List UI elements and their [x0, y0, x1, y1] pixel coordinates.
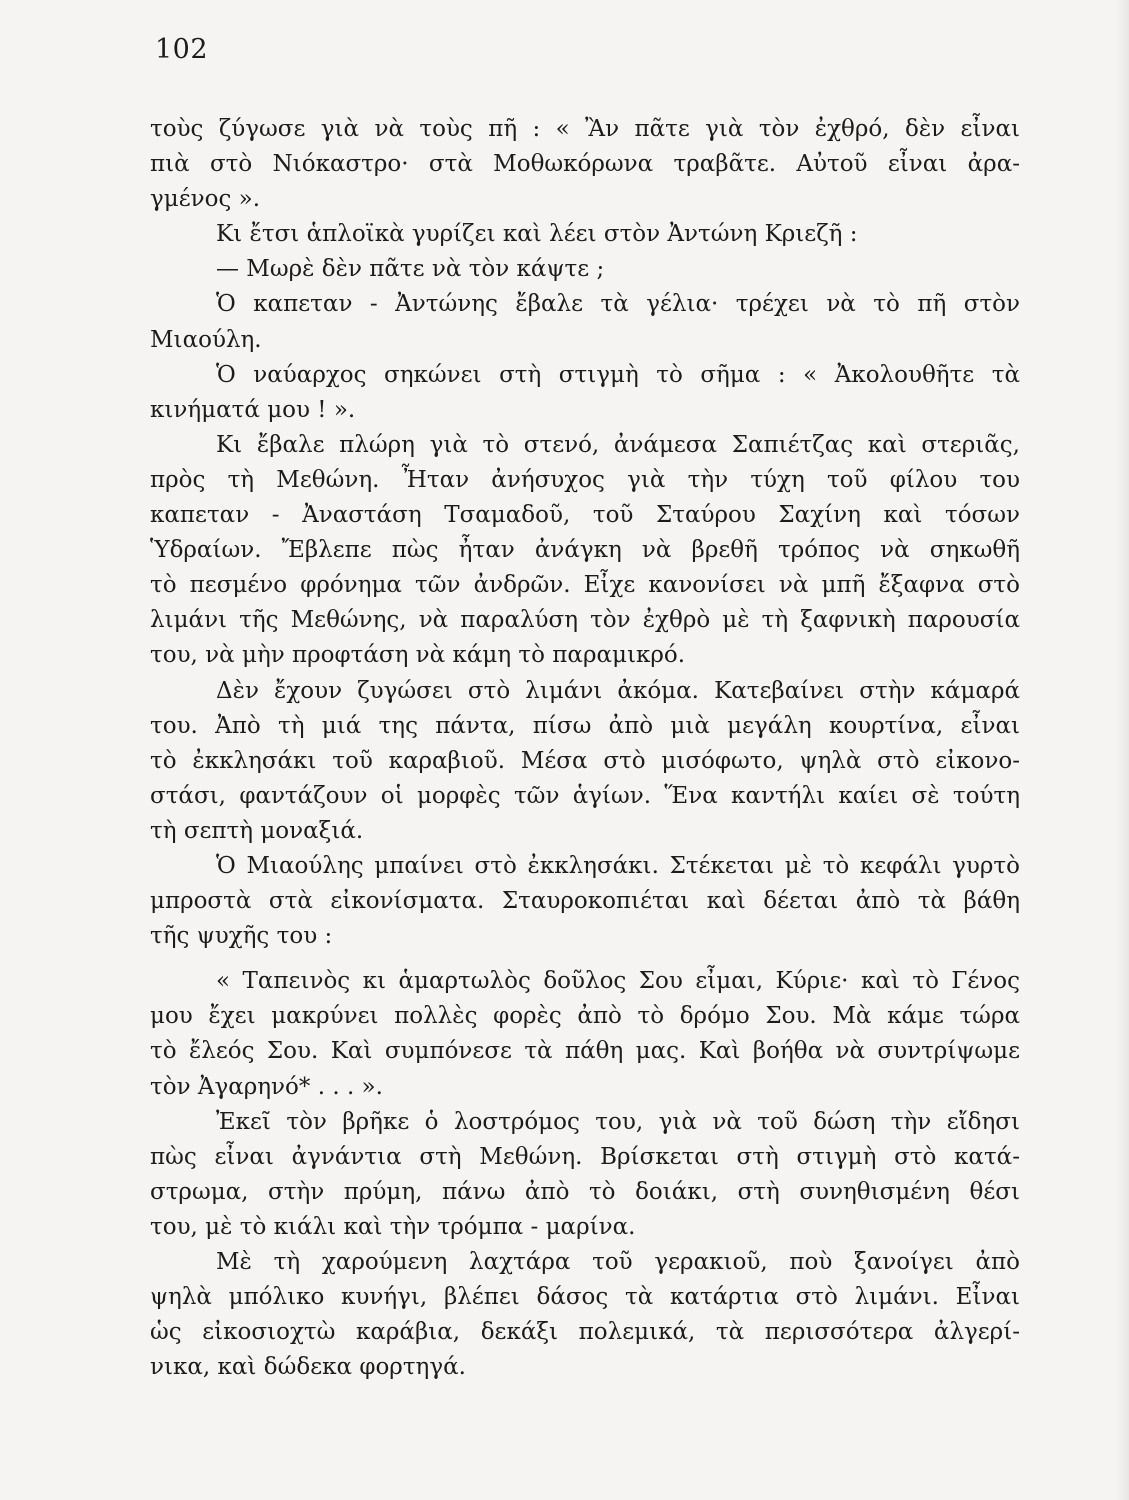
text-line: πρὸς τὴ Μεθώνη. Ἦταν ἀνήσυχος γιὰ τὴν τύχη τοῦ φίλου του [150, 466, 1020, 493]
text-line: Ὑδραίων. Ἔβλεπε πὼς ἦταν ἀνάγκη νὰ βρεθῆ τρόπος νὰ σηκωθῆ [150, 537, 1020, 564]
text-line: πιὰ στὸ Νιόκαστρο· στὰ Μοθωκόρωνα τραβᾶτε. Αὐτοῦ εἶναι ἀρα- [150, 151, 1020, 178]
text-line: τὸ ἐκκλησάκι τοῦ καραβιοῦ. Μέσα στὸ μισόφωτο, ψηλὰ στὸ εἰκονο- [150, 747, 1020, 774]
text-line: τὴ σεπτὴ μοναξιά. [150, 817, 364, 844]
text-line: νικα, καὶ δώδεκα φορτηγά. [150, 1354, 466, 1381]
text-line: τὸν Ἀγαρηνό* . . . ». [150, 1073, 383, 1100]
text-line: του, μὲ τὸ κιάλι καὶ τὴν τρόμπα - μαρίνα. [150, 1213, 636, 1240]
text-line: Μιαούλη. [150, 326, 262, 353]
text-line: τοὺς ζύγωσε γιὰ νὰ τοὺς πῆ : « Ἂν πᾶτε γιὰ τὸν ἐχθρό, δὲν εἶναι [150, 116, 1020, 142]
text-line: μπροστὰ στὰ εἰκονίσματα. Σταυροκοπιέται καὶ δέεται ἀπὸ τὰ βάθη [150, 888, 1020, 915]
text-line: — Μωρὲ δὲν πᾶτε νὰ τὸν κάψτε ; [216, 256, 605, 283]
text-line: κινήματά μου ! ». [150, 396, 356, 423]
text-line: τῆς ψυχῆς του : [150, 923, 333, 950]
text-line: του. Ἀπὸ τὴ μιά της πάντα, πίσω ἀπὸ μιὰ μεγάλη κουρτίνα, εἶναι [150, 712, 1020, 739]
text-line: μου ἔχει μακρύνει πολλὲς φορὲς ἀπὸ τὸ δρόμο Σου. Μὰ κάμε τώρα [150, 1003, 1020, 1030]
text-line: στάσι, φαντάζουν οἱ μορφὲς τῶν ἁγίων. Ἕνα καντήλι καίει σὲ τούτη [150, 782, 1020, 809]
text-line: « Ταπεινὸς κι ἁμαρτωλὸς δοῦλος Σου εἶμαι, Κύριε· καὶ τὸ Γένος [216, 968, 1020, 995]
text-line: του, νὰ μὴν προφτάση νὰ κάμη τὸ παραμικρό. [150, 642, 686, 669]
text-line: Ὁ καπεταν - Ἀντώνης ἔβαλε τὰ γέλια· τρέχει νὰ τὸ πῆ στὸν [216, 291, 1020, 318]
paragraph-gap [150, 954, 1020, 964]
text-line: λιμάνι τῆς Μεθώνης, νὰ παραλύση τὸν ἐχθρὸ μὲ τὴ ξαφνικὴ παρουσία [150, 607, 1020, 634]
text-line: Δὲν ἔχουν ζυγώσει στὸ λιμάνι ἀκόμα. Κατεβαίνει στὴν κάμαρά [216, 677, 1020, 704]
text-line: Ἐκεῖ τὸν βρῆκε ὁ λοστρόμος του, γιὰ νὰ τοῦ δώση τὴν εἴδησι [216, 1108, 1020, 1135]
text-line: τὸ πεσμένο φρόνημα τῶν ἀνδρῶν. Εἶχε κανονίσει νὰ μπῆ ἔξαφνα στὸ [150, 572, 1020, 599]
text-line: πὼς εἶναι ἀγνάντια στὴ Μεθώνη. Βρίσκεται στὴ στιγμὴ στὸ κατά- [150, 1143, 1020, 1170]
body-text [150, 112, 1020, 1385]
text-line: Κι ἔτσι ἁπλοϊκὰ γυρίζει καὶ λέει στὸν Ἀντώνη Κριεζῆ : [216, 221, 858, 248]
text-line: Μὲ τὴ χαρούμενη λαχτάρα τοῦ γερακιοῦ, ποὺ ξανοίγει ἀπὸ [216, 1249, 1020, 1275]
page-edge-shadow [1115, 0, 1129, 1500]
page-number: 102 [155, 34, 209, 65]
text-line: Ὁ Μιαούλης μπαίνει στὸ ἐκκλησάκι. Στέκεται μὲ τὸ κεφάλι γυρτὸ [216, 852, 1020, 879]
text-line: γμένος ». [150, 186, 261, 213]
text-line: ὡς εἰκοσιοχτὼ καράβια, δεκάξι πολεμικά, τὰ περισσότερα ἀλγερί- [150, 1319, 1020, 1346]
text-line: στρωμα, στὴν πρύμη, πάνω ἀπὸ τὸ δοιάκι, στὴ συνηθισμένη θέσι [150, 1178, 1020, 1205]
text-line: ψηλὰ μπόλικο κυνήγι, βλέπει δάσος τὰ κατάρτια στὸ λιμάνι. Εἶναι [150, 1284, 1020, 1311]
text-line: τὸ ἔλεός Σου. Καὶ συμπόνεσε τὰ πάθη μας. Καὶ βοήθα νὰ συντρίψωμε [150, 1038, 1020, 1065]
text-line: Ὁ ναύαρχος σηκώνει στὴ στιγμὴ τὸ σῆμα : « Ἀκολουθῆτε τὰ [216, 361, 1020, 388]
text-line: καπεταν - Ἀναστάση Τσαμαδοῦ, τοῦ Σταύρου Σαχίνη καὶ τόσων [150, 502, 1020, 529]
text-line: Κι ἔβαλε πλώρη γιὰ τὸ στενό, ἀνάμεσα Σαπιέτζας καὶ στεριᾶς, [216, 431, 1020, 458]
